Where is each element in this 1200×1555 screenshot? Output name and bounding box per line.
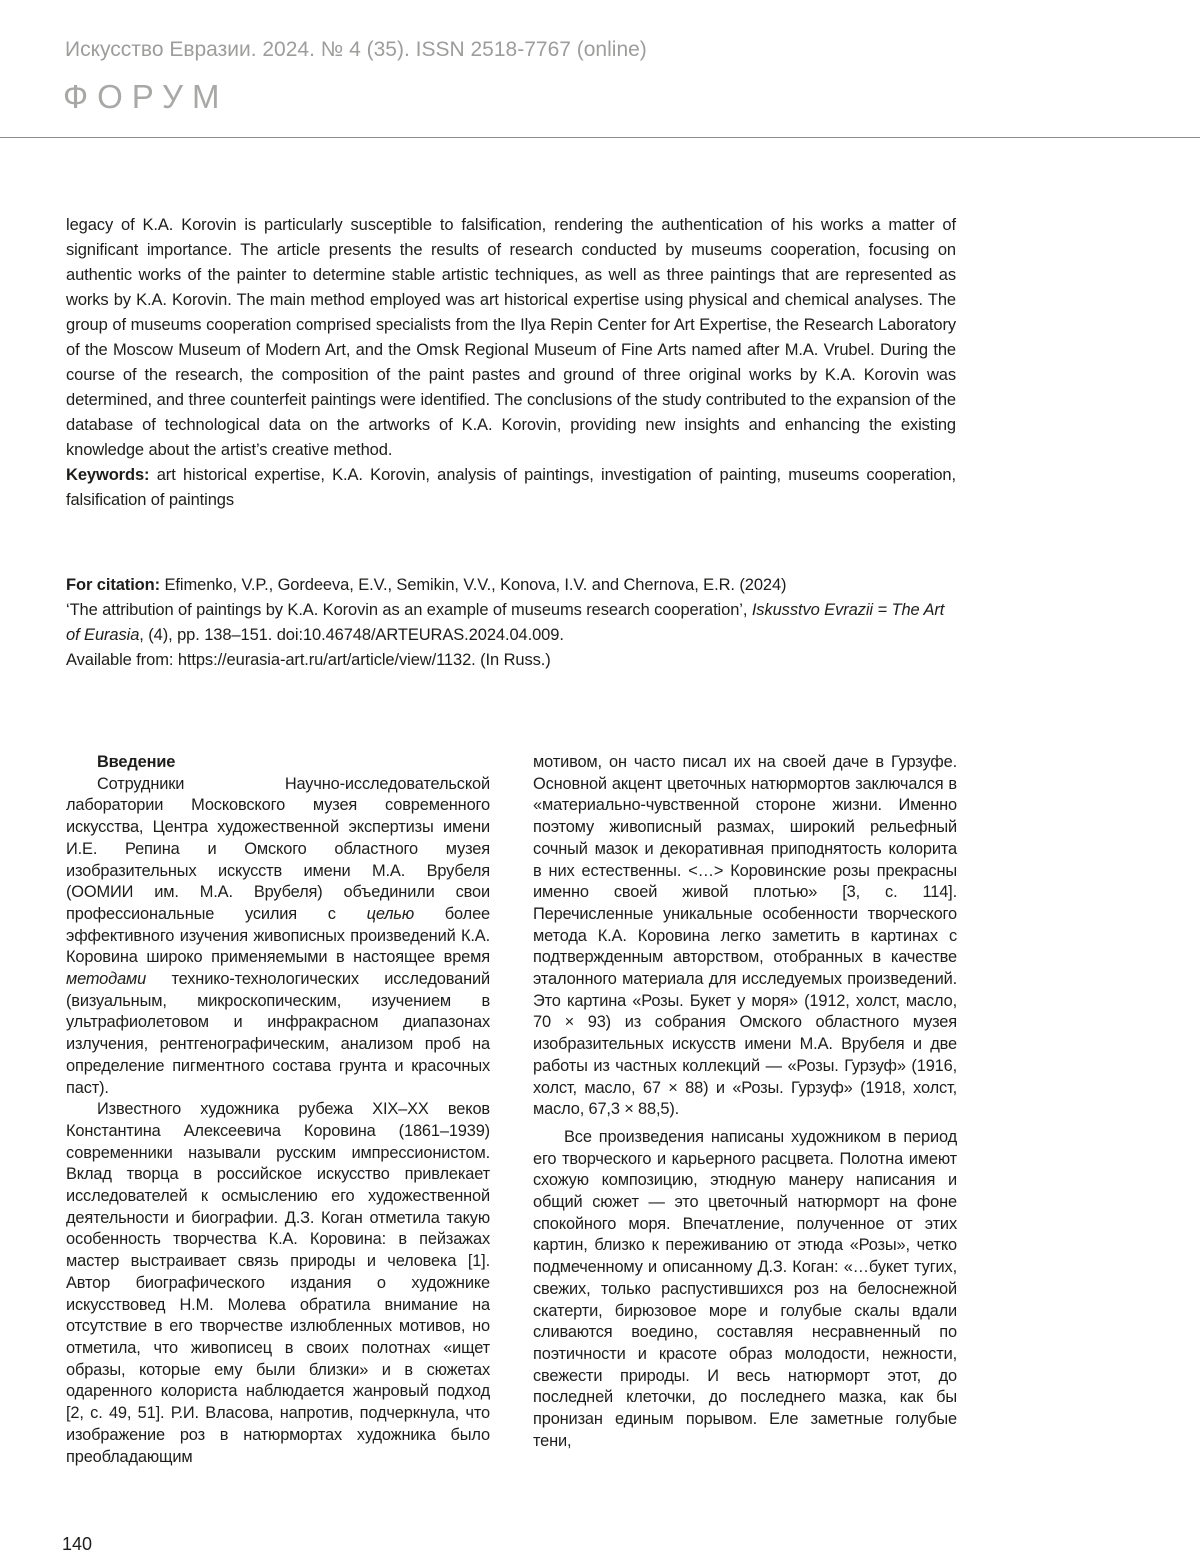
body-paragraph-1-emphasis-methods: методами <box>66 970 147 989</box>
citation-text <box>66 573 956 648</box>
header-divider <box>0 137 1200 138</box>
body-paragraph-1 <box>66 774 490 1100</box>
body-paragraph-1-part-a: Сотрудники Научно-исследовательской лаборатории Московского музея современного искусства, Центра художественной экспертизы имени И.Е. Репина и Омского областного музея изобразительных искусств имени М.А. Врубеля (ООМИИ им. М.А. Врубеля) объединили свои профессиональные усилия с <box>66 774 490 923</box>
citation-title: ‘The attribution of paintings by K.A. Korovin as an example of museums research cooperation’, <box>66 601 752 619</box>
running-head: Искусство Евразии. 2024. № 4 (35). ISSN 2518-7767 (online) <box>65 38 647 61</box>
abstract-text: legacy of K.A. Korovin is particularly susceptible to falsification, rendering the authentication of his works a matter of significant importance. The article presents the results of research conducted by museums cooperation, focusing on authentic works of the painter to determine stable artistic techniques, as well as three paintings that are represented as works by K.A. Korovin. The main method employed was art historical expertise using physical and chemical analyses. The group of museums cooperation comprised specialists from the Ilya Repin Center for Art Expertise, the Research Laboratory of the Moscow Museum of Modern Art, and the Omsk Regional Museum of Fine Arts named after M.A. Vrubel. During the course of the research, the composition of the paint pastes and ground of three original works by K.A. Korovin was determined, and three counterfeit paintings were identified. The conclusions of the study contributed to the expansion of the database of technological data on the artworks of K.A. Korovin, providing new insights and enhancing the existing knowledge about the artist’s creative method. <box>66 216 956 459</box>
section-heading-introduction: Введение <box>97 753 176 771</box>
body-paragraph-2: Известного художника рубежа XIX–XX веков Константина Алексеевича Коровина (1861–1939) современники называли русским импрессионистом. Вклад творца в российское искусство привлекает исследователей к осмыслению его художественной деятельности и биографии. Д.З. Коган отметила такую особенность творчества К.А. Коровина: в пейзажах мастер выстраивает связь природы и человека [1]. Автор биографического издания о художнике искусствовед Н.М. Молева обратила внимание на отсутствие в его творчестве излюбленных мотивов, но отметила, что живописец в своих полотнах «ищет образы, которые ему были близки» и в сюжетах одаренного колориста наблюдается жанровый подход [2, с. 49, 51]. Р.И. Власова, напротив, подчеркнула, что изображение роз в натюрмортах художника было преобладающим <box>66 1100 490 1466</box>
citation-label: For citation: <box>66 576 161 594</box>
keywords <box>66 463 956 513</box>
citation-journal: Iskusstvo Evrazii = The Art of Eurasia <box>66 601 945 644</box>
body-paragraph-1-emphasis-goal: целью <box>366 904 415 923</box>
abstract <box>66 213 956 513</box>
keywords-text: art historical expertise, K.A. Korovin, analysis of paintings, investigation of painting, museums cooperation, falsification of paintings <box>66 466 956 509</box>
citation-available: Available from: https://eurasia-art.ru/art/article/view/1132. (In Russ.) <box>66 651 551 669</box>
citation-details: , (4), pp. 138–151. doi:10.46748/ARTEURAS.2024.04.009. <box>139 626 564 644</box>
body-paragraph-4: Все произведения написаны художником в период его творческого и карьерного расцвета. Полотна имеют схожую композицию, этюдную манеру написания и общий сюжет — это цветочный натюрморт на фоне спокойного моря. Впечатление, полученное от этих картин, близко к переживанию от этюда «Розы», четко подмеченному и описанному Д.З. Коган: «…букет тугих, свежих, только распустившихся роз на белоснежной скатерти, бирюзовое море и голубые скалы вдали сливаются воедино, составляя несравненный по поэтичности и красоте образ молодости, нежности, свежести природы. И весь натюрморт этот, до последней клеточки, до последнего мазка, как бы пронизан единым порывом. Еле заметные голубые тени, <box>533 1127 957 1450</box>
body-column-right <box>533 752 957 1453</box>
body-paragraph-1-part-c: технико-технологических исследований (визуальным, микроскопическим, изучением в ультрафиолетовом и инфракрасном диапазонах излучения, рентгенографическим, анализом проб на определение пигментного состава грунта и красочных паст). <box>66 970 490 1097</box>
keywords-label: Keywords: <box>66 466 150 484</box>
citation-block <box>66 573 956 673</box>
body-paragraph-3: мотивом, он часто писал их на своей даче в Гурзуфе. Основной акцент цветочных натюрмортов заключался в «материально-чувственной стороне жизни. Именно поэтому живописный размах, широкий рельефный сочный мазок и декоративная приподнятость колорита в них естественны. <…> Коровинские розы прекрасны именно своей живой плотью» [3, с. 114]. Перечисленные уникальные особенности творческого метода К.А. Коровина легко заметить в картинах с подтвержденным авторством, отобранных в качестве эталонного материала для исследуемых произведений. Это картина «Розы. Букет у моря» (1912, холст, масло, 70 × 93) из собрания Омского областного музея изобразительных искусств имени М.А. Врубеля и две работы из частных коллекций — «Розы. Гурзуф» (1916, холст, масло, 67 × 88) и «Розы. Гурзуф» (1918, холст, масло, 67,3 × 88,5). <box>533 753 957 1119</box>
page-number: 140 <box>62 1534 93 1554</box>
body-paragraph-1-part-b: более эффективного изучения живописных произведений К.А. Коровина широко применяемыми в настоящее время <box>66 904 490 967</box>
section-title: ФОРУМ <box>63 78 229 115</box>
body-column-left <box>66 752 490 1468</box>
citation-authors: Efimenko, V.P., Gordeeva, E.V., Semikin, V.V., Konova, I.V. and Chernova, E.R. (2024) <box>160 576 787 594</box>
